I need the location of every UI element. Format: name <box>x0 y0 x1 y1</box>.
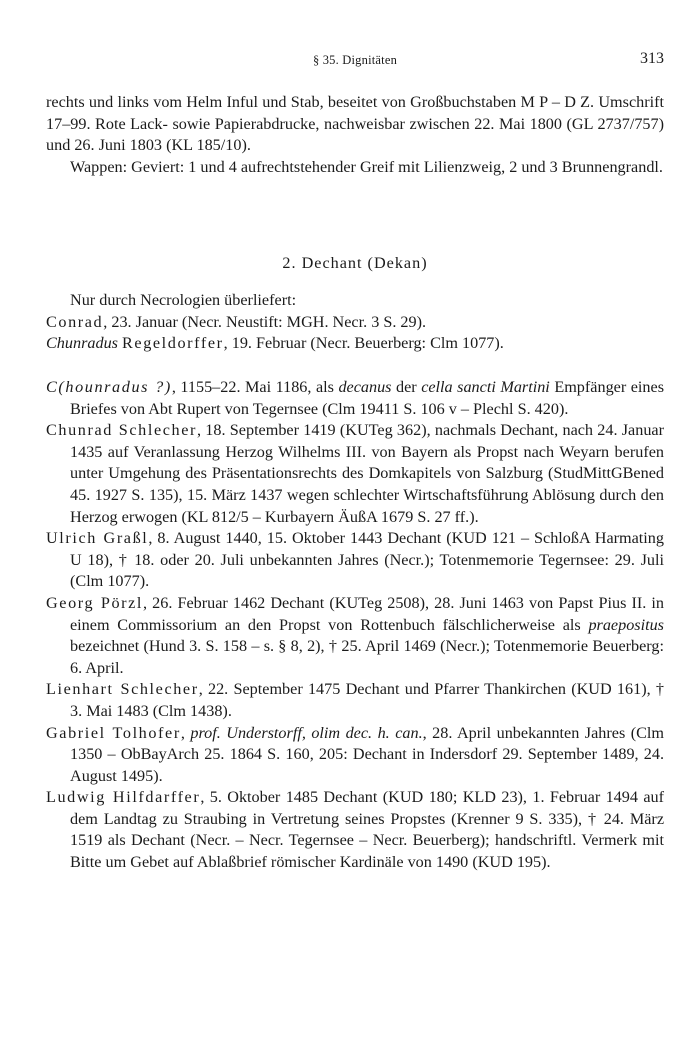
entry-text: , 23. Januar (Necr. Neustift: MGH. Necr. 3 S. 29). <box>103 312 427 331</box>
entry-text: , 28. April unbekannten Jahres (Clm 1350 – ObBayArch 25. 1864 S. 160, 205: Dechant in Indersdorf 29. September 1489, 24. August 1495). <box>70 723 665 785</box>
person-surname: Regeldorffer <box>122 334 224 353</box>
necrology-intro: Nur durch Necrologien überliefert: <box>70 291 297 309</box>
latin-term: cella sancti Martini <box>421 378 550 396</box>
entry-text: , 26. Februar 1462 Dechant (KUTeg 2508), 28. Juni 1463 von Papst Pius II. in einem Commissorium an den Propst von Rottenbuch fälschlicherweise als <box>70 593 664 634</box>
person-name: Chunrad Schlecher <box>46 421 198 440</box>
dean-entry <box>46 593 664 679</box>
latin-term: praepositus <box>588 615 664 634</box>
entry-text: Empfänger eines Briefes von Abt Rupert von Tegernsee (Clm 19411 S. 106 v – Plechl S. 420). <box>70 378 665 418</box>
entry-text: , <box>180 723 191 742</box>
entry-text: , 1155–22. Mai 1186, als <box>171 378 339 396</box>
section-title: § 35. Dignitäten <box>312 53 398 67</box>
section-heading: 2. Dechant (Dekan) <box>282 254 428 272</box>
book-page <box>46 0 664 1050</box>
entry-text: , 5. Oktober 1485 Dechant (KUD 180; KLD 23), 1. Februar 1494 auf dem Landtag zu Straubing in Vertretung seines Propstes (Krenner 9 S. 335), † 24. März 1519 als Dechant (Necr. – Necr. Tegernsee – Necr. Beuerberg); handschriftl. Vermerk mit Bitte um Gebet auf Ablaßbrief römischer Kardinäle von 1490 (KUD 195). <box>70 788 664 872</box>
dean-entry <box>46 787 664 873</box>
dean-entry <box>46 420 664 528</box>
person-name: Conrad <box>46 312 104 331</box>
entry-text: , 19. Februar (Necr. Beuerberg: Clm 1077). <box>223 334 504 353</box>
person-name: Gabriel Tolhofer <box>46 723 181 742</box>
running-header <box>46 50 664 72</box>
entry-text: bezeichnet (Hund 3. S. 158 – s. § 8, 2), † 25. April 1469 (Necr.); Totenmemorie Beuerberg: 6. April. <box>70 637 664 677</box>
entry-text: , 18. September 1419 (KUTeg 362), nachmals Dechant, nach 24. Januar 1435 auf Veranlassung Herzog Wilhelms III. von Bayern als Propst nach Weyarn berufen unter Umgehung des Präsentationsrechts des Domkapitels von Salzburg (StudMittGBened 45. 1927 S. 135), 15. März 1437 wegen schlechter Wirtschaftsführung Ablösung durch den Herzog erwogen (KL 812/5 – Kurbayern ÄußA 1679 S. 27 ff.). <box>70 421 664 526</box>
person-name: Ludwig Hilfdarffer <box>46 788 201 807</box>
latin-term: prof. Understorff, olim dec. h. can. <box>190 723 423 742</box>
necrology-block <box>46 290 664 355</box>
person-name: Georg Pörzl <box>46 593 144 612</box>
entry-text: der <box>391 378 422 396</box>
seal-description: rechts und links vom Helm Inful und Stab, beseitet von Großbuchstaben M P – D Z. Umschrift 17–99. Rote Lack- sowie Papierabdrucke, nachweisbar zwischen 22. Mai 1800 (GL 2737/757) und 26. Juni 1803 (KL 185/10). <box>46 93 664 155</box>
person-name: C(hounradus ?) <box>46 378 172 396</box>
dean-entry <box>46 679 664 722</box>
dean-entry <box>46 723 664 788</box>
person-name-latin: Chunradus <box>46 334 118 353</box>
dean-entry <box>46 528 664 593</box>
coat-of-arms-paragraph: Wappen: Geviert: 1 und 4 aufrechtstehender Greif mit Lilienzweig, 2 und 3 Brunnengrandl. <box>70 157 663 176</box>
page-number: 313 <box>640 50 664 67</box>
necrology-entry <box>46 333 664 355</box>
person-name: Lienhart Schlecher <box>46 680 199 699</box>
entry-text: , 8. August 1440, 15. Oktober 1443 Dechant (KUD 121 – SchloßA Harmating U 18), † 18. oder 20. Juli unbekannten Jahres (Necr.); Totenmemorie Tegernsee: 29. Juli (Clm 1077). <box>70 529 664 591</box>
section-heading-block <box>46 253 664 275</box>
dean-entry <box>46 377 664 420</box>
person-name: Ulrich Graßl <box>46 529 149 548</box>
entry-text: , 22. September 1475 Dechant und Pfarrer Thankirchen (KUD 161), † 3. Mai 1483 (Clm 1438). <box>70 680 664 720</box>
necrology-entry <box>46 312 664 334</box>
latin-term: decanus <box>338 378 392 396</box>
deans-list <box>46 377 664 874</box>
intro-block <box>46 92 664 178</box>
